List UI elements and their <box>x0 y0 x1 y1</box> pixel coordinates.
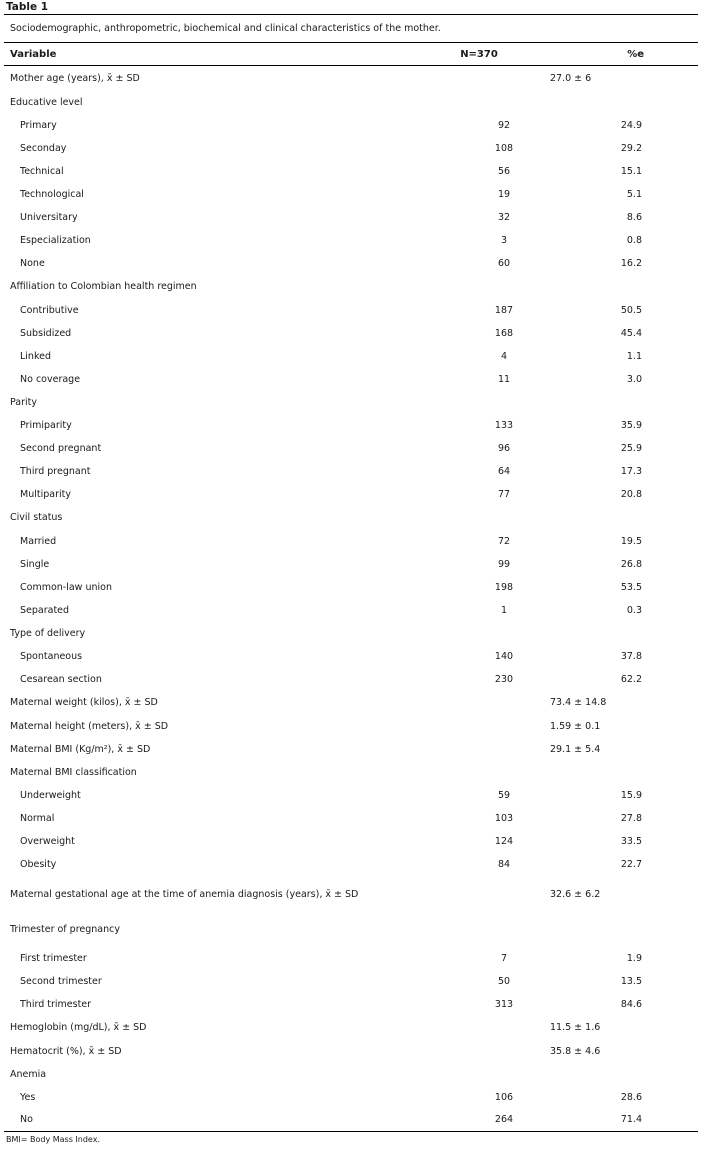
table-row-item <box>4 853 698 876</box>
table-row-item <box>4 460 698 483</box>
row-label: Subsidized <box>20 327 72 339</box>
row-label: Mother age (years), x̄ ± SD <box>10 73 140 85</box>
row-percent: 62.2 <box>620 673 642 685</box>
row-count <box>404 275 554 299</box>
row-percent: 20.8 <box>620 488 642 500</box>
row-percent: 33.5 <box>620 835 642 847</box>
row-label: Primiparity <box>20 419 72 431</box>
row-label: Parity <box>10 396 38 408</box>
row-percent: 0.3 <box>626 604 642 616</box>
row-count <box>404 622 554 645</box>
row-count: 133 <box>494 419 514 431</box>
table-row-item <box>4 668 698 691</box>
row-percent <box>554 913 698 947</box>
table-row-item <box>4 252 698 275</box>
column-header-percent: %e <box>554 43 698 66</box>
table-row-stat <box>4 1040 698 1063</box>
table-row-stat <box>4 738 698 761</box>
row-label: Common-law union <box>20 581 112 593</box>
row-label: Trimester of pregnancy <box>10 924 120 935</box>
row-label: Type of delivery <box>10 627 86 639</box>
row-label: Linked <box>20 350 51 362</box>
row-label: Hemoglobin (mg/dL), x̄ ± SD <box>10 1022 147 1033</box>
row-count: 11 <box>497 373 511 385</box>
row-label: Second trimester <box>20 975 102 987</box>
table-footnote: BMI= Body Mass Index. <box>6 1135 100 1144</box>
row-count: 264 <box>404 1109 554 1132</box>
row-mean-sd: 73.4 ± 14.8 <box>550 697 607 708</box>
row-percent: 17.3 <box>620 465 642 477</box>
row-percent <box>554 391 698 414</box>
row-count: 50 <box>497 975 511 987</box>
row-count: 1 <box>500 604 508 616</box>
table-row-group <box>4 391 698 414</box>
row-label: Primary <box>20 119 57 131</box>
row-percent: 26.8 <box>620 558 642 570</box>
table-row-item <box>4 1086 698 1109</box>
row-percent: 3.0 <box>626 373 642 385</box>
table-row-item <box>4 322 698 345</box>
row-percent: 13.5 <box>620 975 642 987</box>
row-label: No <box>4 1109 404 1132</box>
table-row-item <box>4 414 698 437</box>
row-label: Separated <box>20 604 70 616</box>
row-percent: 29.2 <box>620 142 642 154</box>
row-label: Civil status <box>10 512 63 523</box>
table-row-item <box>4 784 698 807</box>
table-row-item <box>4 206 698 229</box>
row-percent: 45.4 <box>620 327 642 339</box>
table-row-item <box>4 993 698 1016</box>
row-count <box>404 391 554 414</box>
table-row-group <box>4 622 698 645</box>
row-mean-sd: 27.0 ± 6 <box>550 73 592 85</box>
row-mean-sd: 35.8 ± 4.6 <box>550 1045 601 1057</box>
row-mean-sd: 11.5 ± 1.6 <box>550 1022 601 1033</box>
table-row-stat <box>4 691 698 715</box>
row-percent: 37.8 <box>620 650 642 662</box>
table-row-item <box>4 645 698 668</box>
row-label: Obesity <box>20 858 57 870</box>
row-percent: 53.5 <box>620 581 642 593</box>
row-percent: 84.6 <box>620 998 642 1010</box>
row-count <box>404 913 554 947</box>
row-label: Especialization <box>20 234 91 246</box>
table-caption: Sociodemographic, anthropometric, biochemical and clinical characteristics of the mother. <box>4 15 698 43</box>
table-row-item <box>4 114 698 137</box>
table-row-stat <box>4 876 698 913</box>
row-percent: 50.5 <box>620 304 642 316</box>
table-row-item <box>4 137 698 160</box>
row-percent: 0.8 <box>626 234 642 246</box>
row-count: 313 <box>494 998 514 1010</box>
row-count: 230 <box>494 673 514 685</box>
row-label: Seconday <box>20 142 67 154</box>
table-row-stat <box>4 66 698 92</box>
table-row-item <box>4 229 698 252</box>
row-mean-sd: 29.1 ± 5.4 <box>550 743 601 755</box>
row-count: 198 <box>494 581 514 593</box>
row-percent: 8.6 <box>626 211 642 223</box>
row-percent: 1.1 <box>626 350 642 362</box>
table-row-group <box>4 506 698 530</box>
table-row-group <box>4 92 698 114</box>
table-row-group <box>4 275 698 299</box>
table-container <box>4 0 698 1144</box>
row-percent: 22.7 <box>620 858 642 870</box>
row-count: 124 <box>494 835 514 847</box>
row-label: None <box>20 257 45 269</box>
table-row-item <box>4 830 698 853</box>
table-row-item <box>4 299 698 322</box>
row-count: 103 <box>494 812 514 824</box>
row-label: Single <box>20 558 50 570</box>
row-percent: 28.6 <box>620 1091 642 1103</box>
row-count: 4 <box>500 350 508 362</box>
row-count: 19 <box>497 188 511 200</box>
table-row-stat <box>4 1016 698 1040</box>
table-row-group <box>4 1063 698 1086</box>
table-row-group <box>4 761 698 784</box>
row-mean-sd: 1.59 ± 0.1 <box>550 720 601 732</box>
row-label: Multiparity <box>20 488 71 500</box>
table-row-item <box>4 160 698 183</box>
column-header-variable: Variable <box>4 43 404 66</box>
table-row-item <box>4 553 698 576</box>
row-label: Normal <box>20 812 55 824</box>
row-percent: 27.8 <box>620 812 642 824</box>
row-count: 77 <box>497 488 511 500</box>
row-label: Affiliation to Colombian health regimen <box>10 281 197 292</box>
row-count: 168 <box>494 327 514 339</box>
characteristics-table <box>4 43 698 1132</box>
row-percent <box>554 275 698 299</box>
row-percent: 15.9 <box>620 789 642 801</box>
row-count <box>404 1063 554 1086</box>
table-row-item <box>4 530 698 553</box>
row-count: 7 <box>500 952 508 964</box>
row-label: Anemia <box>10 1068 47 1080</box>
row-count <box>404 761 554 784</box>
row-count: 187 <box>494 304 514 316</box>
table-row-stat <box>4 715 698 738</box>
row-label: Spontaneous <box>20 650 83 662</box>
row-label: Maternal BMI (Kg/m²), x̄ ± SD <box>10 743 151 755</box>
row-label: Maternal BMI classification <box>10 766 137 778</box>
row-count <box>404 92 554 114</box>
row-count <box>404 506 554 530</box>
table-body <box>4 66 698 1132</box>
row-label: Yes <box>20 1091 36 1103</box>
table-row-item <box>4 437 698 460</box>
row-count: 108 <box>494 142 514 154</box>
row-label: Third pregnant <box>20 465 91 477</box>
row-count: 96 <box>497 442 511 454</box>
row-percent: 16.2 <box>620 257 642 269</box>
row-label: No coverage <box>20 373 81 385</box>
row-percent: 25.9 <box>620 442 642 454</box>
row-label: Maternal weight (kilos), x̄ ± SD <box>10 697 158 708</box>
row-label: First trimester <box>20 952 87 964</box>
row-label: Contributive <box>20 304 79 316</box>
row-percent: 19.5 <box>620 535 642 547</box>
row-percent: 5.1 <box>626 188 642 200</box>
row-count: 106 <box>494 1091 514 1103</box>
row-label: Hematocrit (%), x̄ ± SD <box>10 1045 122 1057</box>
row-label: Universitary <box>20 211 78 223</box>
row-count: 140 <box>494 650 514 662</box>
row-count: 32 <box>497 211 511 223</box>
table-row-item <box>4 576 698 599</box>
row-label: Overweight <box>20 835 75 847</box>
row-label: Married <box>20 535 57 547</box>
table-row-item <box>4 947 698 970</box>
table-row-item <box>4 483 698 506</box>
table-row-item <box>4 368 698 391</box>
column-header-n: N=370 <box>404 43 554 66</box>
row-percent <box>554 622 698 645</box>
row-label: Cesarean section <box>20 673 102 685</box>
row-percent <box>554 92 698 114</box>
row-percent: 35.9 <box>620 419 642 431</box>
table-row-group <box>4 913 698 947</box>
row-label: Educative level <box>10 97 83 108</box>
table-row-item <box>4 807 698 830</box>
row-count: 56 <box>497 165 511 177</box>
row-label: Maternal gestational age at the time of anemia diagnosis (years), x̄ ± SD <box>10 888 359 900</box>
row-percent <box>554 1063 698 1086</box>
row-label: Maternal height (meters), x̄ ± SD <box>10 720 169 732</box>
table-row-item <box>4 345 698 368</box>
row-count: 92 <box>497 119 511 131</box>
row-percent: 1.9 <box>626 952 642 964</box>
row-percent: 24.9 <box>620 119 642 131</box>
row-count: 72 <box>497 535 511 547</box>
row-count: 64 <box>497 465 511 477</box>
row-count: 60 <box>497 257 511 269</box>
table-title: Table 1 <box>4 0 698 15</box>
row-percent <box>554 761 698 784</box>
row-count: 99 <box>497 558 511 570</box>
row-count: 3 <box>500 234 508 246</box>
row-label: Technological <box>20 188 84 200</box>
row-percent: 15.1 <box>620 165 642 177</box>
row-percent: 71.4 <box>554 1109 698 1132</box>
table-row-item <box>4 599 698 622</box>
row-mean-sd: 32.6 ± 6.2 <box>550 888 601 900</box>
row-count: 84 <box>497 858 511 870</box>
row-label: Third trimester <box>20 998 92 1010</box>
header-row <box>4 43 698 66</box>
table-row-item <box>4 970 698 993</box>
row-label: Underweight <box>20 789 81 801</box>
table-row-item <box>4 1109 698 1132</box>
row-percent <box>554 506 698 530</box>
row-count: 59 <box>497 789 511 801</box>
table-row-item <box>4 183 698 206</box>
row-label: Second pregnant <box>20 442 102 454</box>
row-label: Technical <box>20 165 64 177</box>
